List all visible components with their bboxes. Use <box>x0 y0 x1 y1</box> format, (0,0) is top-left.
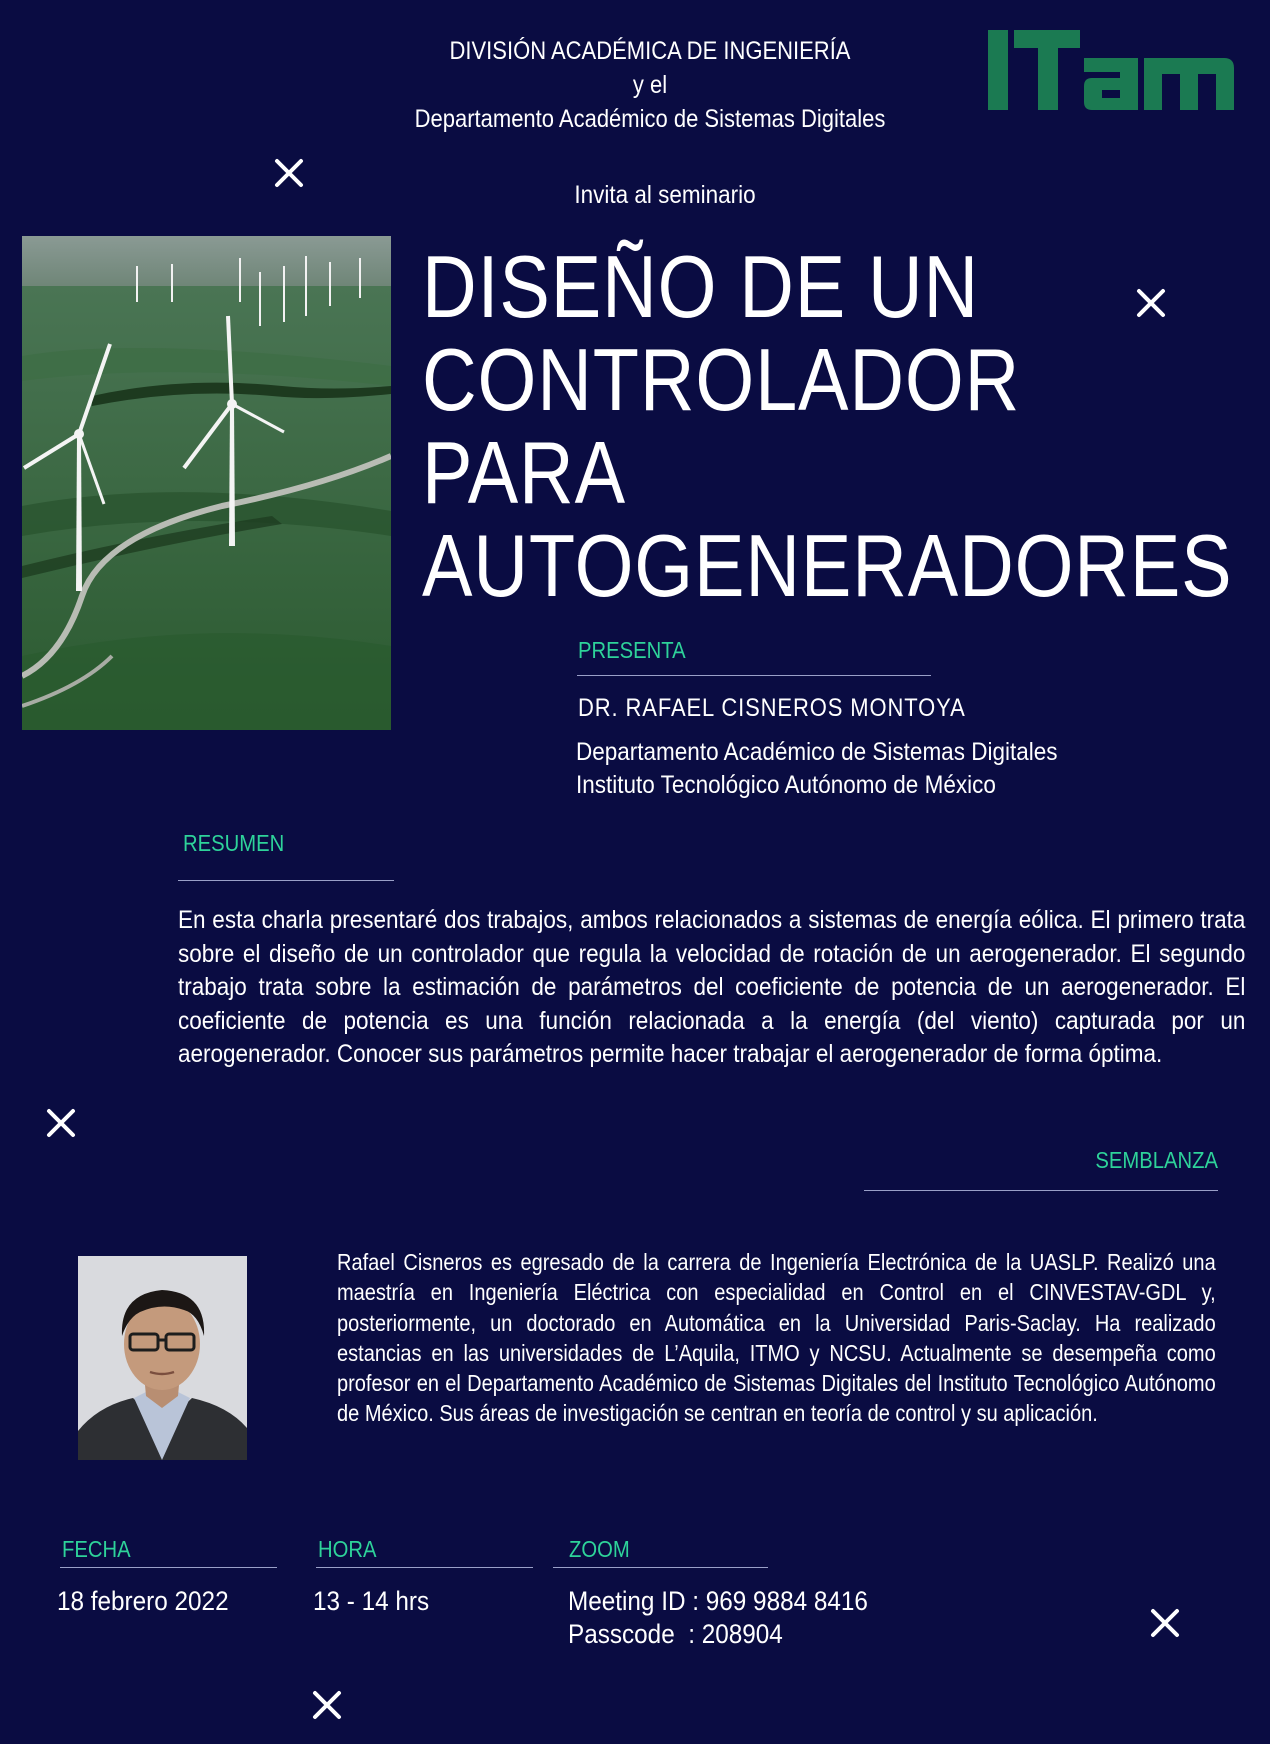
bio-text <box>337 1247 1215 1429</box>
close-icon <box>1148 1606 1182 1640</box>
presenter-name: DR. RAFAEL CISNEROS MONTOYA <box>578 694 966 722</box>
semblanza-label: SEMBLANZA <box>1095 1147 1218 1173</box>
header-division: DIVISIÓN ACADÉMICA DE INGENIERÍA <box>449 37 851 65</box>
header-text <box>342 34 958 136</box>
zoom-meeting-id: Meeting ID : 969 9884 8416 <box>568 1586 868 1616</box>
fecha-divider <box>60 1567 277 1568</box>
presenter-affiliation <box>576 736 1152 802</box>
speaker-portrait <box>78 1256 247 1460</box>
abstract-text <box>178 904 1246 1072</box>
close-icon <box>1134 286 1168 320</box>
invite-text: Invita al seminario <box>574 181 756 209</box>
close-icon <box>272 156 306 190</box>
fecha-label: FECHA <box>62 1536 131 1562</box>
zoom-label: ZOOM <box>569 1536 630 1562</box>
presenta-divider <box>577 675 931 676</box>
hora-value: 13 - 14 hrs <box>313 1586 430 1616</box>
hora-label: HORA <box>318 1536 377 1562</box>
presenta-label: PRESENTA <box>578 637 686 663</box>
abstract-paragraph: En esta charla presentaré dos trabajos, ambos relacionados a sistemas de energía eólica. El primero trata sobre el diseño de un controlador que regula la velocidad de rotación de un aerogenerador. El segundo trabajo trata sobre la estimación de parámetros del coeficiente de potencia de un aerogenerador. El coeficiente de potencia es una función relacionada a la energía (del viento) capturada por un aerogenerador. Conocer sus parámetros permite hacer trabajar el aerogenerador de forma óptima. <box>178 906 1246 1068</box>
header-department: Departamento Académico de Sistemas Digitales <box>414 105 886 133</box>
resumen-divider <box>178 880 394 881</box>
close-icon <box>310 1688 344 1722</box>
affiliation-institute: Instituto Tecnológico Autónomo de México <box>576 771 996 799</box>
bio-paragraph: Rafael Cisneros es egresado de la carrera de Ingeniería Electrónica de la UASLP. Realizó una maestría en Ingeniería Eléctrica con especialidad en Control en el CINVESTAV-GDL y, posteriormente, un doctorado en Automática en la Universidad Paris-Saclay. Ha realizado estancias en las universidades de L’Aquila, ITMO y NCSU. Actualmente se desempeña como profesor en el Departamento Académico de Sistemas Digitales del Instituto Tecnológico Autónomo de México. Sus áreas de investigación se centran en teoría de control y su aplicación. <box>337 1249 1216 1427</box>
semblanza-divider <box>864 1190 1218 1191</box>
resumen-label: RESUMEN <box>183 830 285 856</box>
header-connector: y el <box>632 71 668 99</box>
zoom-divider <box>553 1567 768 1568</box>
hora-divider <box>316 1567 533 1568</box>
close-icon <box>44 1106 78 1140</box>
seminar-title: DISEÑO DE UN CONTROLADOR PARA AUTOGENERADORES <box>422 237 1233 615</box>
zoom-passcode: Passcode : 208904 <box>568 1619 783 1649</box>
itam-logo <box>988 28 1234 112</box>
wind-farm-photo <box>22 236 391 730</box>
affiliation-department: Departamento Académico de Sistemas Digitales <box>576 738 1058 766</box>
fecha-value: 18 febrero 2022 <box>57 1586 229 1616</box>
